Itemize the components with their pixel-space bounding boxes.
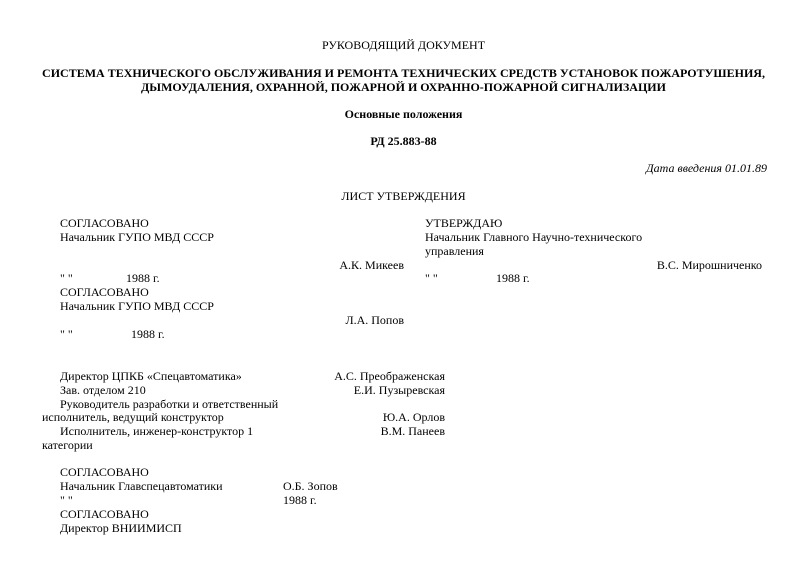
agreed-date-quotes-1: " " [60, 271, 73, 285]
approve-position-line-1: Начальник Главного Научно-технического [425, 230, 643, 244]
staff-position-4: Исполнитель, инженер-конструктор 1 [60, 424, 254, 438]
approve-position-line-2: управления [425, 244, 484, 258]
agreed-signatory-3: О.Б. Зопов [283, 479, 338, 493]
document-title-line-1: СИСТЕМА ТЕХНИЧЕСКОГО ОБСЛУЖИВАНИЯ И РЕМОНТА ТЕХНИЧЕСКИХ СРЕДСТВ УСТАНОВОК ПОЖАРОТУШЕНИЯ, [42, 66, 765, 80]
agreed-position-2: Начальник ГУПО МВД СССР [60, 299, 214, 313]
approve-signatory: В.С. Мирошниченко [656, 258, 762, 272]
staff-position-3: Руководитель разработки и ответственный [60, 397, 279, 411]
document-subtitle: Основные положения [344, 107, 463, 121]
staff-position-2: Зав. отделом 210 [60, 383, 146, 397]
staff-name-1: А.С. Преображенская [334, 369, 445, 383]
staff-name-3: Ю.А. Орлов [382, 410, 445, 424]
agreed-position-1: Начальник ГУПО МВД СССР [60, 230, 214, 244]
staff-position-3-cont: исполнитель, ведущий конструктор [42, 410, 224, 424]
agreed-heading-4: СОГЛАСОВАНО [60, 507, 149, 521]
document-type: РУКОВОДЯЩИЙ ДОКУМЕНТ [321, 38, 486, 52]
approve-date-quotes: " " [425, 271, 438, 285]
staff-name-2: Е.И. Пузыревская [353, 383, 445, 397]
agreed-heading-2: СОГЛАСОВАНО [60, 285, 149, 299]
agreed-signatory-2: Л.А. Попов [345, 313, 404, 327]
agreed-signatory-1: А.К. Микеев [339, 258, 404, 272]
agreed-date-year-3: 1988 г. [283, 493, 317, 507]
approve-heading: УТВЕРЖДАЮ [425, 216, 503, 230]
approve-date-year: 1988 г. [496, 271, 530, 285]
staff-name-4: В.М. Панеев [380, 424, 445, 438]
agreed-date-quotes-3: " " [60, 493, 73, 507]
agreed-date-year-2: 1988 г. [131, 327, 165, 341]
agreed-position-3: Начальник Главспецавтоматики [60, 479, 223, 493]
agreed-position-4: Директор ВНИИМИСП [60, 521, 182, 535]
agreed-date-quotes-2: " " [60, 327, 73, 341]
staff-position-4-cont: категории [42, 438, 93, 452]
document-code: РД 25.883-88 [370, 134, 437, 148]
agreed-heading-1: СОГЛАСОВАНО [60, 216, 149, 230]
staff-position-1: Директор ЦПКБ «Спецавтоматика» [60, 369, 242, 383]
agreed-date-year-1: 1988 г. [126, 271, 160, 285]
approval-sheet-title: ЛИСТ УТВЕРЖДЕНИЯ [341, 189, 466, 203]
document-title-line-2: ДЫМОУДАЛЕНИЯ, ОХРАННОЙ, ПОЖАРНОЙ И ОХРАННО-ПОЖАРНОЙ СИГНАЛИЗАЦИИ [141, 80, 666, 94]
introduction-date: Дата введения 01.01.89 [646, 161, 767, 175]
agreed-heading-3: СОГЛАСОВАНО [60, 465, 149, 479]
